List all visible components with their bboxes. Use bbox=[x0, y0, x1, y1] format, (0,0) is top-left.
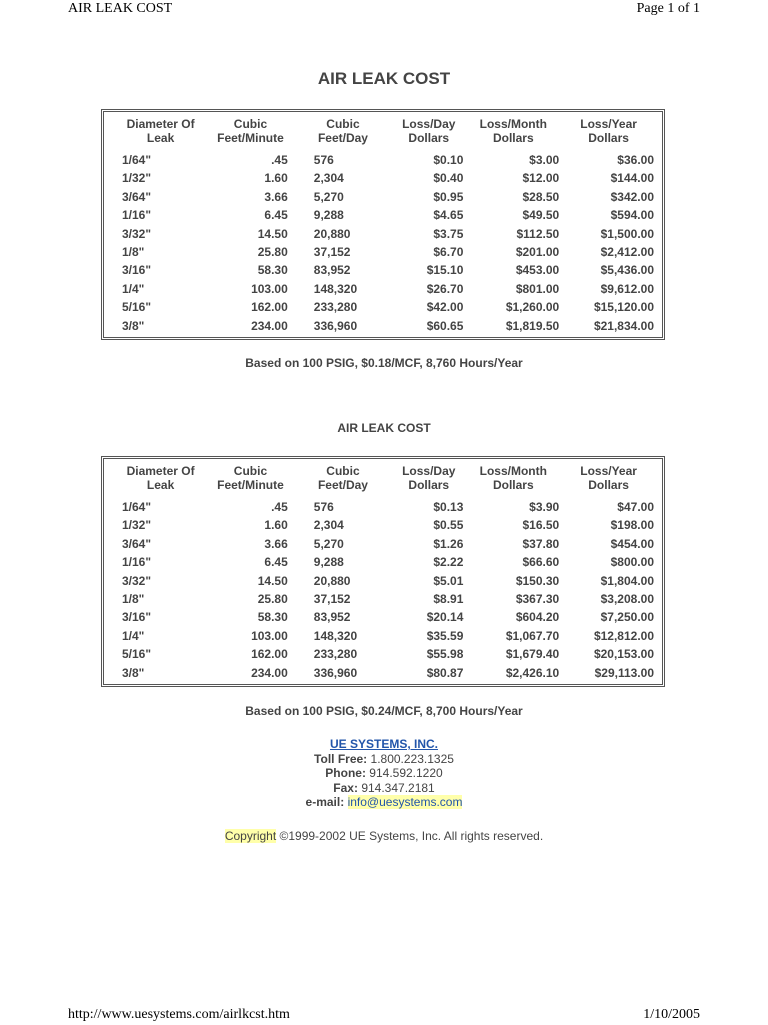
cell-loss-day: $26.70 bbox=[426, 281, 464, 296]
cell-cfm: 103.00 bbox=[251, 281, 288, 296]
cell-diameter: 3/16" bbox=[122, 263, 152, 278]
table-row bbox=[104, 261, 662, 279]
cell-cfm: 234.00 bbox=[251, 318, 288, 333]
table-row bbox=[104, 206, 662, 224]
cell-loss-day: $8.91 bbox=[433, 592, 464, 607]
cell-cfd: 148,320 bbox=[313, 628, 358, 643]
copyright bbox=[0, 829, 768, 843]
cell-loss-year: $20,153.00 bbox=[593, 647, 654, 662]
col-header-cfd: Cubic Feet/Day bbox=[317, 117, 368, 145]
cell-loss-month: $604.20 bbox=[515, 610, 560, 625]
cell-loss-month: $150.30 bbox=[515, 573, 560, 588]
email-label: e-mail: bbox=[305, 795, 345, 809]
cell-cfm: 58.30 bbox=[257, 263, 288, 278]
table1-note: Based on 100 PSIG, $0.18/MCF, 8,760 Hours/Year bbox=[245, 356, 523, 370]
cell-diameter: 3/64" bbox=[122, 189, 152, 204]
col-header-loss-year: Loss/Year Dollars bbox=[580, 464, 637, 492]
print-header-page: Page 1 of 1 bbox=[636, 1, 700, 16]
cell-loss-month: $3.00 bbox=[529, 153, 560, 167]
cell-diameter: 5/16" bbox=[122, 647, 152, 662]
cell-loss-year: $594.00 bbox=[610, 208, 654, 223]
cell-cfm: 3.66 bbox=[264, 189, 288, 204]
fax-label: Fax: bbox=[333, 780, 358, 795]
table-row bbox=[104, 516, 662, 534]
cell-cfm: .45 bbox=[271, 153, 288, 167]
cell-cfm: 6.45 bbox=[264, 555, 288, 570]
table2-note: Based on 100 PSIG, $0.24/MCF, 8,700 Hours/Year bbox=[245, 704, 523, 718]
cell-cfd: 9,288 bbox=[313, 208, 344, 223]
copyright-link[interactable]: Copyright bbox=[224, 829, 277, 843]
table2-body bbox=[104, 498, 662, 682]
table-row bbox=[104, 151, 662, 169]
cell-loss-day: $80.87 bbox=[426, 665, 464, 680]
cell-cfd: 336,960 bbox=[313, 318, 358, 333]
cell-diameter: 3/64" bbox=[122, 536, 152, 551]
cell-cfd: 148,320 bbox=[313, 281, 358, 296]
cell-loss-month: $1,260.00 bbox=[505, 300, 560, 315]
cell-cfm: 14.50 bbox=[257, 226, 288, 241]
table-header-row bbox=[104, 117, 662, 151]
toll-free-number: 1.800.223.1325 bbox=[370, 751, 454, 766]
cell-loss-month: $28.50 bbox=[522, 189, 560, 204]
cell-cfd: 2,304 bbox=[313, 518, 344, 533]
cell-loss-year: $454.00 bbox=[610, 536, 654, 551]
col-header-cfd: Cubic Feet/Day bbox=[317, 464, 368, 492]
cell-loss-day: $2.22 bbox=[433, 555, 464, 570]
cell-loss-day: $0.95 bbox=[433, 189, 464, 204]
cell-cfm: .45 bbox=[271, 500, 288, 514]
cell-loss-day: $4.65 bbox=[433, 208, 464, 223]
cell-loss-month: $49.50 bbox=[522, 208, 560, 223]
cell-cfd: 83,952 bbox=[313, 610, 351, 625]
cell-diameter: 1/16" bbox=[122, 555, 152, 570]
cell-diameter: 3/16" bbox=[122, 610, 152, 625]
table-row bbox=[104, 535, 662, 553]
cell-diameter: 1/32" bbox=[122, 518, 152, 533]
cell-cfm: 6.45 bbox=[264, 208, 288, 223]
cell-cfd: 336,960 bbox=[313, 665, 358, 680]
cell-loss-month: $3.90 bbox=[529, 500, 560, 514]
email-link[interactable]: info@uesystems.com bbox=[347, 795, 463, 809]
air-leak-cost-table-2 bbox=[104, 464, 662, 682]
cell-diameter: 3/8" bbox=[122, 318, 145, 333]
cell-loss-day: $35.59 bbox=[426, 628, 464, 643]
cell-cfm: 1.60 bbox=[264, 171, 288, 186]
cell-loss-month: $112.50 bbox=[516, 226, 560, 241]
cell-loss-day: $15.10 bbox=[426, 263, 464, 278]
table-row bbox=[104, 553, 662, 571]
cell-loss-month: $16.50 bbox=[522, 518, 560, 533]
cell-loss-year: $5,436.00 bbox=[600, 263, 654, 278]
table-row bbox=[104, 572, 662, 590]
print-footer bbox=[68, 1007, 700, 1025]
col-header-loss-month: Loss/Month Dollars bbox=[479, 117, 547, 145]
table-row bbox=[104, 225, 662, 243]
table-row bbox=[104, 298, 662, 316]
cell-diameter: 1/32" bbox=[122, 171, 152, 186]
cell-loss-year: $9,612.00 bbox=[600, 281, 654, 296]
contact-block bbox=[0, 737, 768, 810]
table-row bbox=[104, 590, 662, 608]
cell-cfd: 5,270 bbox=[313, 189, 344, 204]
cell-loss-year: $3,208.00 bbox=[600, 592, 654, 607]
col-header-loss-year: Loss/Year Dollars bbox=[580, 117, 637, 145]
cell-loss-year: $36.00 bbox=[617, 153, 654, 167]
cell-cfd: 233,280 bbox=[313, 647, 358, 662]
col-header-cfm: Cubic Feet/Minute bbox=[217, 464, 284, 492]
cell-diameter: 1/8" bbox=[122, 245, 145, 260]
print-header-title: AIR LEAK COST bbox=[68, 1, 173, 16]
col-header-diameter: Diameter Of Leak bbox=[126, 117, 195, 145]
cell-diameter: 1/64" bbox=[122, 153, 152, 167]
cell-diameter: 3/32" bbox=[122, 226, 152, 241]
table2-container bbox=[101, 456, 665, 687]
table-row bbox=[104, 645, 662, 663]
table1-container bbox=[101, 109, 665, 340]
cell-loss-year: $7,250.00 bbox=[600, 610, 654, 625]
cell-loss-month: $367.30 bbox=[515, 592, 560, 607]
cell-cfd: 20,880 bbox=[313, 226, 351, 241]
cell-cfm: 58.30 bbox=[257, 610, 288, 625]
cell-cfd: 233,280 bbox=[313, 300, 358, 315]
cell-cfd: 37,152 bbox=[313, 245, 351, 260]
table-row bbox=[104, 627, 662, 645]
cell-loss-year: $342.00 bbox=[610, 189, 654, 204]
cell-cfm: 25.80 bbox=[257, 245, 288, 260]
cell-loss-day: $3.75 bbox=[433, 226, 464, 241]
copyright-text: ©1999-2002 UE Systems, Inc. All rights reserved. bbox=[276, 829, 544, 843]
cell-diameter: 1/4" bbox=[122, 628, 145, 643]
phone-number: 914.592.1220 bbox=[369, 766, 443, 780]
cell-diameter: 1/4" bbox=[122, 281, 145, 296]
table2-title: AIR LEAK COST bbox=[337, 421, 431, 435]
cell-diameter: 3/8" bbox=[122, 665, 145, 680]
cell-loss-month: $37.80 bbox=[522, 536, 560, 551]
cell-cfm: 162.00 bbox=[251, 647, 288, 662]
cell-loss-month: $801.00 bbox=[515, 281, 560, 296]
cell-cfd: 9,288 bbox=[313, 555, 344, 570]
cell-loss-year: $15,120.00 bbox=[593, 300, 654, 315]
cell-loss-day: $0.40 bbox=[433, 171, 464, 186]
table-row bbox=[104, 243, 662, 261]
cell-cfm: 3.66 bbox=[264, 536, 288, 551]
cell-diameter: 3/32" bbox=[122, 573, 152, 588]
cell-loss-month: $66.60 bbox=[522, 555, 560, 570]
cell-diameter: 1/64" bbox=[122, 500, 152, 514]
air-leak-cost-table-1 bbox=[104, 117, 662, 335]
cell-loss-month: $2,426.10 bbox=[505, 665, 560, 680]
table-row bbox=[104, 188, 662, 206]
cell-cfd: 2,304 bbox=[313, 171, 344, 186]
cell-cfd: 576 bbox=[313, 153, 334, 167]
cell-loss-day: $1.26 bbox=[433, 536, 464, 551]
cell-loss-month: $1,819.50 bbox=[505, 318, 560, 333]
table-header-row bbox=[104, 464, 662, 498]
phone-label: Phone: bbox=[325, 766, 366, 780]
cell-cfd: 37,152 bbox=[313, 592, 351, 607]
table-row bbox=[104, 664, 662, 682]
cell-loss-year: $21,834.00 bbox=[593, 318, 654, 333]
cell-loss-year: $144.00 bbox=[610, 171, 654, 186]
print-header bbox=[68, 1, 700, 19]
table-row bbox=[104, 317, 662, 335]
toll-free-label: Toll Free: bbox=[314, 751, 368, 766]
cell-loss-day: $42.00 bbox=[426, 300, 464, 315]
cell-cfd: 5,270 bbox=[313, 536, 344, 551]
cell-loss-year: $47.00 bbox=[617, 500, 654, 514]
fax-number: 914.347.2181 bbox=[361, 780, 435, 795]
col-header-loss-day: Loss/Day Dollars bbox=[402, 117, 456, 145]
table-row bbox=[104, 608, 662, 626]
cell-cfm: 14.50 bbox=[257, 573, 288, 588]
cell-loss-day: $6.70 bbox=[433, 245, 464, 260]
table1-body bbox=[104, 151, 662, 335]
table-row bbox=[104, 280, 662, 298]
cell-loss-year: $2,412.00 bbox=[600, 245, 654, 260]
col-header-loss-day: Loss/Day Dollars bbox=[402, 464, 456, 492]
cell-loss-year: $12,812.00 bbox=[593, 628, 654, 643]
cell-cfm: 103.00 bbox=[251, 628, 288, 643]
cell-cfm: 162.00 bbox=[251, 300, 288, 315]
table1-title: AIR LEAK COST bbox=[317, 69, 451, 88]
cell-cfd: 83,952 bbox=[313, 263, 351, 278]
cell-loss-day: $55.98 bbox=[426, 647, 464, 662]
cell-cfm: 234.00 bbox=[251, 665, 288, 680]
cell-loss-day: $0.10 bbox=[433, 153, 464, 167]
cell-loss-year: $1,500.00 bbox=[600, 226, 654, 241]
cell-loss-day: $60.65 bbox=[426, 318, 464, 333]
cell-loss-month: $1,067.70 bbox=[505, 628, 560, 643]
col-header-cfm: Cubic Feet/Minute bbox=[217, 117, 284, 145]
cell-loss-year: $198.00 bbox=[610, 518, 654, 533]
cell-loss-year: $29,113.00 bbox=[594, 665, 654, 680]
print-footer-date: 1/10/2005 bbox=[643, 1007, 700, 1022]
cell-loss-month: $201.00 bbox=[515, 245, 560, 260]
cell-loss-day: $0.13 bbox=[433, 500, 464, 514]
cell-diameter: 5/16" bbox=[122, 300, 152, 315]
cell-loss-month: $453.00 bbox=[515, 263, 560, 278]
cell-loss-day: $20.14 bbox=[426, 610, 464, 625]
cell-cfm: 25.80 bbox=[257, 592, 288, 607]
cell-cfd: 20,880 bbox=[313, 573, 351, 588]
table-row bbox=[104, 498, 662, 516]
col-header-diameter: Diameter Of Leak bbox=[126, 464, 195, 492]
cell-cfm: 1.60 bbox=[264, 518, 288, 533]
cell-loss-month: $1,679.40 bbox=[505, 647, 560, 662]
company-link[interactable]: UE SYSTEMS, INC. bbox=[329, 737, 439, 751]
print-footer-url: http://www.uesystems.com/airlkcst.htm bbox=[68, 1007, 290, 1022]
cell-loss-year: $800.00 bbox=[610, 555, 654, 570]
cell-loss-year: $1,804.00 bbox=[600, 573, 654, 588]
cell-cfd: 576 bbox=[313, 500, 334, 514]
cell-loss-month: $12.00 bbox=[522, 171, 560, 186]
cell-loss-day: $5.01 bbox=[433, 573, 464, 588]
cell-loss-day: $0.55 bbox=[433, 518, 464, 533]
cell-diameter: 1/16" bbox=[122, 208, 152, 223]
col-header-loss-month: Loss/Month Dollars bbox=[479, 464, 547, 492]
table-row bbox=[104, 169, 662, 187]
cell-diameter: 1/8" bbox=[122, 592, 145, 607]
